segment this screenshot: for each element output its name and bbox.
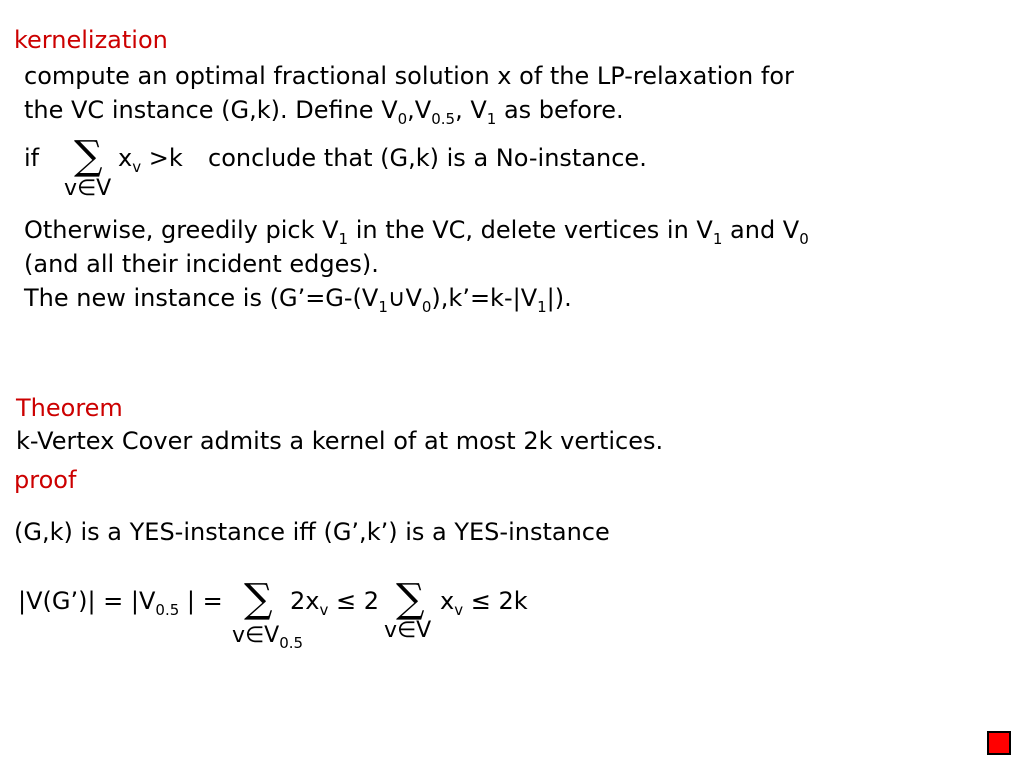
text-line-1: compute an optimal fractional solution x of the LP-relaxation for (24, 62, 794, 90)
eq-b-text: | = (179, 587, 223, 615)
slide-nav-button[interactable] (987, 731, 1011, 755)
text-line-6-a: The new instance is (G’=G-(V (24, 284, 379, 312)
proof-line-1: (G,k) is a YES-instance iff (G’,k’) is a YES-instance (14, 518, 610, 546)
subscript-1a: 1 (338, 230, 349, 248)
eq-e-subscript: v (454, 601, 464, 619)
xv-var: x (118, 144, 133, 172)
subscript-1b: 1 (712, 230, 723, 248)
subscript-0: 0 (397, 110, 408, 128)
eq-f-text: ≤ 2k (463, 587, 528, 615)
xv-subscript: v (132, 158, 142, 176)
heading-kernelization: kernelization (14, 26, 168, 54)
subscript-0c: 0 (421, 298, 432, 316)
subscript-1: 1 (486, 110, 497, 128)
theorem-text: k-Vertex Cover admits a kernel of at most 2k vertices. (16, 427, 664, 455)
eq-d-text: ≤ 2 (328, 587, 380, 615)
sum-under-index: v∈V (64, 176, 112, 201)
text-line-5: (and all their incident edges). (24, 250, 379, 278)
text-line-4-a: Otherwise, greedily pick V (24, 216, 339, 244)
eq-under-1-subscript: 0.5 (279, 634, 304, 652)
if-word: if (24, 144, 40, 172)
eq-part-a (18, 587, 223, 618)
gt-k: >k (141, 144, 183, 172)
text-line-6 (24, 284, 572, 315)
subscript-1d: 1 (537, 298, 547, 316)
eq-a-subscript: 0.5 (155, 601, 180, 619)
text-line-4-c: and V (722, 216, 800, 244)
text-line-4 (24, 216, 809, 247)
subscript-0b: 0 (799, 230, 809, 248)
eq-under-2: v∈V (384, 618, 432, 643)
eq-c-subscript: v (319, 601, 329, 619)
sum-expression (118, 144, 183, 175)
conclude-text: conclude that (G,k) is a No-instance. (208, 144, 647, 172)
eq-c-text: 2x (290, 587, 320, 615)
eq-sum-2: ∑ (396, 576, 425, 622)
sum-symbol: ∑ (74, 133, 103, 179)
text-line-6-d: |). (546, 284, 572, 312)
eq-e-text: x (440, 587, 455, 615)
eq-part-c (290, 587, 379, 618)
heading-proof: proof (14, 466, 77, 494)
eq-a-text: |V(G’)| = |V (18, 587, 156, 615)
text-line-2-b: ,V (407, 96, 432, 124)
eq-under-1-text: v∈V (232, 623, 280, 648)
subscript-1c: 1 (378, 298, 388, 316)
heading-theorem: Theorem (16, 394, 123, 422)
text-line-2-a: the VC instance (G,k). Define V (24, 96, 398, 124)
text-line-2-d: as before. (496, 96, 624, 124)
text-line-6-c: ),k’=k-|V (431, 284, 538, 312)
text-line-2-c: , V (455, 96, 487, 124)
text-line-4-b: in the VC, delete vertices in V (348, 216, 713, 244)
text-line-2 (24, 96, 624, 127)
eq-under-1 (232, 623, 304, 652)
text-line-6-b: ∪V (387, 284, 422, 312)
eq-part-e (440, 587, 528, 618)
subscript-05: 0.5 (431, 110, 456, 128)
eq-sum-1: ∑ (244, 576, 273, 622)
